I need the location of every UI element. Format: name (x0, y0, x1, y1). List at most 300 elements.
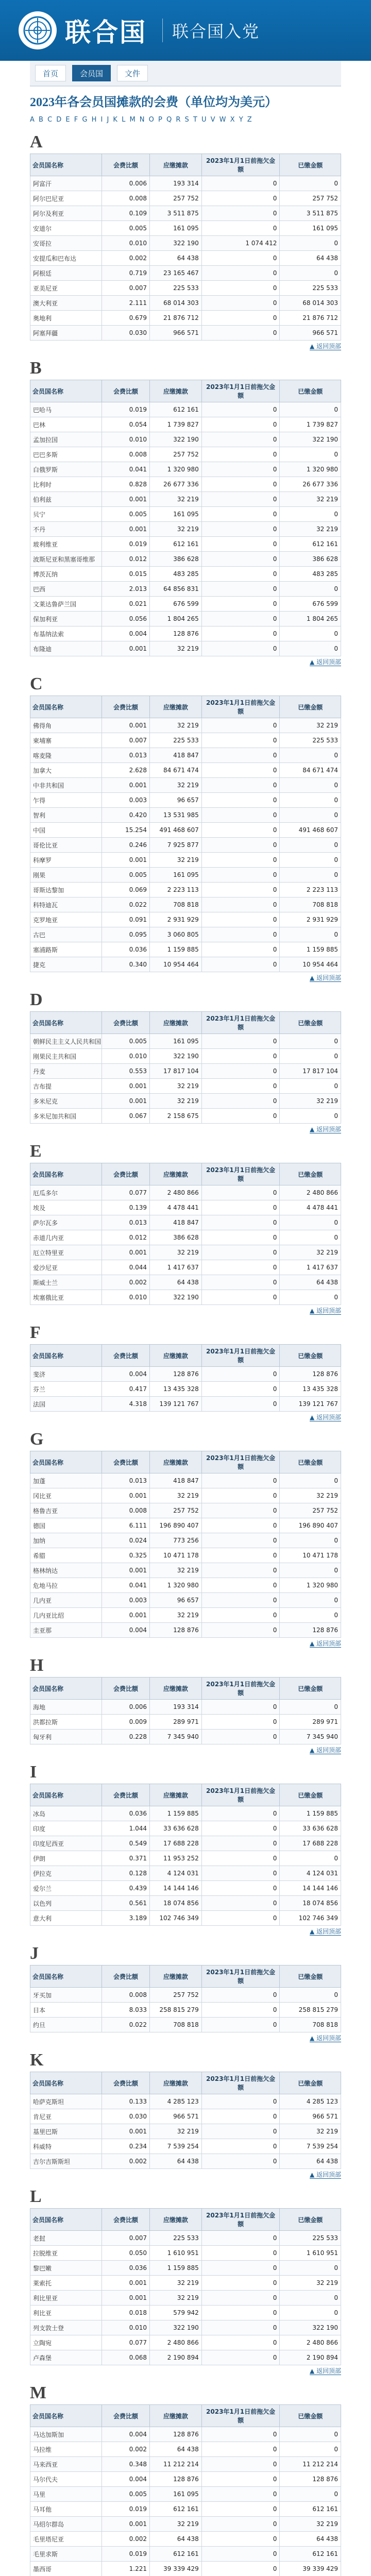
country-cell: 比利时 (30, 477, 102, 492)
column-header: 应缴摊款 (150, 1677, 202, 1700)
value-cell: 0 (280, 793, 341, 808)
value-cell: 0 (201, 1473, 280, 1488)
value-cell: 0 (201, 2291, 280, 2306)
column-header: 会员国名称 (30, 154, 102, 176)
value-cell: 32 219 (150, 1245, 202, 1260)
value-cell: 128 876 (150, 1623, 202, 1638)
country-cell: 斯威士兰 (30, 1275, 102, 1290)
value-cell: 1 159 885 (280, 942, 341, 957)
table-row (30, 1623, 341, 1638)
value-cell: 11 212 214 (280, 2457, 341, 2472)
section-d (30, 991, 341, 1134)
value-cell: 139 121 767 (280, 1397, 341, 1412)
column-header: 会费比额 (102, 154, 149, 176)
column-header: 会员国名称 (30, 1784, 102, 1806)
value-cell: 0 (201, 1094, 280, 1109)
value-cell: 96 657 (150, 1593, 202, 1608)
value-cell: 1 739 827 (150, 417, 202, 432)
country-cell: 利比亚 (30, 2306, 102, 2320)
value-cell: 0 (280, 2427, 341, 2442)
back-to-top-link[interactable] (30, 2033, 341, 2043)
value-cell: 225 533 (280, 2231, 341, 2246)
value-cell: 0 (201, 778, 280, 793)
table-row (30, 853, 341, 868)
value-cell: 0.009 (102, 1715, 149, 1730)
country-cell: 阿富汗 (30, 176, 102, 191)
country-cell: 立陶宛 (30, 2335, 102, 2350)
value-cell: 225 533 (280, 281, 341, 296)
value-cell: 0 (201, 2261, 280, 2276)
value-cell: 0 (201, 942, 280, 957)
value-cell: 0 (201, 838, 280, 853)
table-row (30, 597, 341, 612)
brand-subtitle: 联合国入党 (172, 22, 260, 41)
back-to-top-link[interactable] (30, 2170, 341, 2179)
column-header: 会费比额 (102, 1163, 149, 1185)
country-cell: 柬埔寨 (30, 733, 102, 748)
value-cell: 161 095 (150, 868, 202, 883)
value-cell: 32 219 (150, 522, 202, 537)
value-cell: 0 (201, 2502, 280, 2517)
table-row (30, 1700, 341, 1715)
country-cell: 贝宁 (30, 507, 102, 522)
value-cell: 2 223 113 (150, 883, 202, 897)
value-cell: 0 (201, 1608, 280, 1623)
value-cell: 18 074 856 (280, 1896, 341, 1911)
section-letter: F (30, 1323, 41, 1342)
table-row (30, 1911, 341, 1926)
value-cell: 1 159 885 (280, 1806, 341, 1821)
value-cell: 0.001 (102, 1245, 149, 1260)
value-cell: 0.022 (102, 897, 149, 912)
value-cell: 225 533 (150, 281, 202, 296)
country-cell: 马达加斯加 (30, 2427, 102, 2442)
country-cell: 刚果民主共和国 (30, 1049, 102, 1064)
value-cell: 128 876 (150, 2472, 202, 2487)
country-cell: 吉布提 (30, 1079, 102, 1094)
value-cell: 0 (201, 1715, 280, 1730)
back-to-top-label[interactable]: ▲ 返回顶部 (309, 1307, 341, 1314)
value-cell: 0 (201, 748, 280, 763)
back-to-top-label[interactable]: ▲ 返回顶部 (309, 1126, 341, 1133)
alphabet-index[interactable]: A B C D E F G H I J K L M N O P Q R S T U V W X Y Z (30, 116, 252, 124)
value-cell: 0 (201, 733, 280, 748)
value-cell: 39 339 429 (150, 2562, 202, 2576)
value-cell: 0.001 (102, 853, 149, 868)
value-cell: 0.004 (102, 2427, 149, 2442)
value-cell: 0.001 (102, 1608, 149, 1623)
value-cell: 0 (201, 2276, 280, 2291)
value-cell: 84 671 474 (150, 763, 202, 778)
table-row (30, 296, 341, 311)
value-cell: 11 212 214 (150, 2457, 202, 2472)
back-to-top-link[interactable] (30, 1745, 341, 1755)
nav-documents[interactable]: 文件 (117, 65, 148, 81)
country-cell: 哥伦比亚 (30, 838, 102, 853)
column-header: 已缴金额 (280, 1345, 341, 1367)
value-cell: 0 (201, 417, 280, 432)
value-cell: 0 (201, 883, 280, 897)
value-cell: 0.371 (102, 1851, 149, 1866)
value-cell: 68 014 303 (150, 296, 202, 311)
table-row (30, 251, 341, 266)
table-row (30, 1397, 341, 1412)
brand-name[interactable]: 联合国 (65, 18, 147, 47)
value-cell: 966 571 (150, 2109, 202, 2124)
country-cell: 马耳他 (30, 2502, 102, 2517)
value-cell: 0.001 (102, 2291, 149, 2306)
value-cell: 1 074 412 (201, 236, 280, 251)
value-cell: 0 (280, 402, 341, 417)
value-cell: 0 (201, 1623, 280, 1638)
table-row (30, 447, 341, 462)
table-row (30, 793, 341, 808)
value-cell: 32 219 (150, 2124, 202, 2139)
back-to-top-label[interactable]: ▲ 返回顶部 (309, 1747, 341, 1754)
country-cell: 海地 (30, 1700, 102, 1715)
table-row (30, 718, 341, 733)
value-cell: 0 (201, 1851, 280, 1866)
value-cell: 0.022 (102, 2018, 149, 2032)
value-cell: 418 847 (150, 1215, 202, 1230)
table-header-row (30, 1345, 341, 1367)
country-cell: 波斯尼亚和黑塞哥维那 (30, 552, 102, 567)
value-cell: 17 817 104 (150, 1064, 202, 1079)
table-row (30, 537, 341, 552)
country-cell: 孟加拉国 (30, 432, 102, 447)
nav-home[interactable]: 首页 (35, 65, 66, 81)
value-cell: 0.128 (102, 1866, 149, 1881)
value-cell: 0 (201, 912, 280, 927)
table-row (30, 868, 341, 883)
table-row (30, 2502, 341, 2517)
column-header: 2023年1月1日前拖欠金额 (201, 1345, 280, 1367)
value-cell: 0 (201, 1806, 280, 1821)
value-cell: 39 339 429 (280, 2562, 341, 2576)
value-cell: 0 (201, 1988, 280, 2003)
country-cell: 伊朗 (30, 1851, 102, 1866)
back-to-top-link[interactable] (30, 1125, 341, 1134)
contributions-table (30, 154, 341, 341)
section-m (30, 2384, 341, 2576)
value-cell: 0.001 (102, 1094, 149, 1109)
back-to-top-label[interactable]: ▲ 返回顶部 (309, 1928, 341, 1935)
value-cell: 0.439 (102, 1881, 149, 1896)
value-cell: 0 (280, 2487, 341, 2502)
value-cell: 0 (201, 2154, 280, 2169)
un-emblem-icon[interactable] (19, 11, 57, 49)
value-cell: 0.010 (102, 432, 149, 447)
column-header: 2023年1月1日前拖欠金额 (201, 1965, 280, 1988)
value-cell: 18 074 856 (150, 1896, 202, 1911)
country-cell: 老挝 (30, 2231, 102, 2246)
country-cell: 克罗地亚 (30, 912, 102, 927)
country-cell: 科摩罗 (30, 853, 102, 868)
value-cell: 0.001 (102, 2124, 149, 2139)
value-cell: 0.679 (102, 311, 149, 326)
value-cell: 32 219 (280, 2276, 341, 2291)
value-cell: 0.036 (102, 942, 149, 957)
table-header-row (30, 380, 341, 402)
table-row (30, 838, 341, 853)
table-header-row (30, 1677, 341, 1700)
back-to-top-link[interactable] (30, 2366, 341, 2376)
back-to-top-label[interactable]: ▲ 返回顶部 (309, 2035, 341, 2042)
value-cell: 128 876 (150, 1367, 202, 1382)
table-row (30, 2517, 341, 2532)
value-cell: 0 (201, 2124, 280, 2139)
value-cell: 0.024 (102, 1533, 149, 1548)
back-to-top-label[interactable]: ▲ 返回顶部 (309, 2171, 341, 2178)
country-cell: 吉尔吉斯斯坦 (30, 2154, 102, 2169)
table-row (30, 1896, 341, 1911)
value-cell: 0 (201, 1079, 280, 1094)
value-cell: 0.325 (102, 1548, 149, 1563)
table-row (30, 1593, 341, 1608)
column-header: 2023年1月1日前拖欠金额 (201, 154, 280, 176)
back-to-top-label[interactable]: ▲ 返回顶部 (309, 658, 341, 666)
country-cell: 安哥拉 (30, 236, 102, 251)
value-cell: 128 876 (150, 2427, 202, 2442)
value-cell: 0.044 (102, 1260, 149, 1275)
back-to-top-link[interactable] (30, 1413, 341, 1422)
country-cell: 哈萨克斯坦 (30, 2094, 102, 2109)
value-cell: 225 533 (150, 2231, 202, 2246)
value-cell: 32 219 (150, 2276, 202, 2291)
value-cell: 1.044 (102, 1821, 149, 1836)
value-cell: 2 190 894 (150, 2350, 202, 2365)
value-cell: 15.254 (102, 823, 149, 838)
table-row (30, 1503, 341, 1518)
value-cell: 0 (201, 1049, 280, 1064)
value-cell: 0.077 (102, 2335, 149, 2350)
table-row (30, 2124, 341, 2139)
country-cell: 洪都拉斯 (30, 1715, 102, 1730)
table-row (30, 266, 341, 281)
column-header: 会员国名称 (30, 1345, 102, 1367)
value-cell: 0 (280, 641, 341, 656)
country-cell: 希腊 (30, 1548, 102, 1563)
column-header: 2023年1月1日前拖欠金额 (201, 2405, 280, 2427)
table-row (30, 326, 341, 341)
table-row (30, 2562, 341, 2576)
section-letter: A (30, 132, 43, 151)
value-cell: 0 (201, 326, 280, 341)
contributions-table (30, 380, 341, 656)
back-to-top-label[interactable]: ▲ 返回顶部 (309, 1640, 341, 1647)
value-cell: 0 (201, 221, 280, 236)
table-row (30, 1821, 341, 1836)
value-cell: 0 (201, 1518, 280, 1533)
back-to-top-link[interactable] (30, 1639, 341, 1648)
value-cell: 386 628 (150, 1230, 202, 1245)
table-row (30, 311, 341, 326)
value-cell: 0.041 (102, 1578, 149, 1593)
back-to-top-link[interactable] (30, 342, 341, 351)
value-cell: 0 (280, 1473, 341, 1488)
table-row (30, 1563, 341, 1578)
value-cell: 21 876 712 (150, 311, 202, 326)
value-cell: 0.004 (102, 1367, 149, 1382)
value-cell: 289 971 (280, 1715, 341, 1730)
section-b (30, 359, 341, 667)
country-cell: 拉脱维亚 (30, 2246, 102, 2261)
table-row (30, 1094, 341, 1109)
column-header: 应缴摊款 (150, 1345, 202, 1367)
table-row (30, 507, 341, 522)
section-j (30, 1944, 341, 2043)
column-header: 应缴摊款 (150, 1784, 202, 1806)
value-cell: 0 (280, 1109, 341, 1124)
table-row (30, 1608, 341, 1623)
country-cell: 格林纳达 (30, 1563, 102, 1578)
country-cell: 佛得角 (30, 718, 102, 733)
value-cell: 0.010 (102, 2320, 149, 2335)
country-cell: 圭亚那 (30, 1623, 102, 1638)
value-cell: 322 190 (150, 432, 202, 447)
value-cell: 0.015 (102, 567, 149, 582)
table-row (30, 927, 341, 942)
country-cell: 法国 (30, 1397, 102, 1412)
value-cell: 0 (201, 808, 280, 823)
table-row (30, 1836, 341, 1851)
value-cell: 0.018 (102, 2306, 149, 2320)
value-cell: 0.348 (102, 2457, 149, 2472)
back-to-top-label[interactable]: ▲ 返回顶部 (309, 1414, 341, 1421)
table-row (30, 2487, 341, 2502)
country-cell: 厄立特里亚 (30, 1245, 102, 1260)
back-to-top-link[interactable] (30, 657, 341, 667)
value-cell: 0.719 (102, 266, 149, 281)
value-cell: 0 (201, 507, 280, 522)
value-cell: 0.003 (102, 793, 149, 808)
value-cell: 0.002 (102, 2442, 149, 2457)
country-cell: 毛里求斯 (30, 2547, 102, 2562)
back-to-top-link[interactable] (30, 1927, 341, 1936)
country-cell: 布隆迪 (30, 641, 102, 656)
table-row (30, 2306, 341, 2320)
country-cell: 塞浦路斯 (30, 942, 102, 957)
value-cell: 225 533 (150, 733, 202, 748)
value-cell: 322 190 (150, 1049, 202, 1064)
table-row (30, 612, 341, 626)
back-to-top-label[interactable]: ▲ 返回顶部 (309, 343, 341, 350)
back-to-top-label[interactable]: ▲ 返回顶部 (309, 974, 341, 981)
value-cell: 0 (201, 1503, 280, 1518)
value-cell: 64 438 (280, 251, 341, 266)
table-row (30, 2335, 341, 2350)
country-cell: 马里 (30, 2487, 102, 2502)
value-cell: 64 438 (150, 251, 202, 266)
value-cell: 491 468 607 (150, 823, 202, 838)
value-cell: 0.013 (102, 748, 149, 763)
value-cell: 258 815 279 (150, 2003, 202, 2018)
country-cell: 乍得 (30, 793, 102, 808)
value-cell: 0 (280, 1608, 341, 1623)
table-row (30, 1881, 341, 1896)
value-cell: 0.056 (102, 612, 149, 626)
value-cell: 0 (201, 2547, 280, 2562)
table-header-row (30, 696, 341, 718)
table-row (30, 2291, 341, 2306)
value-cell: 0.054 (102, 417, 149, 432)
value-cell: 0 (201, 2018, 280, 2032)
value-cell: 68 014 303 (280, 296, 341, 311)
country-cell: 赤道几内亚 (30, 1230, 102, 1245)
value-cell: 612 161 (280, 537, 341, 552)
value-cell: 161 095 (150, 2487, 202, 2502)
table-row (30, 2109, 341, 2124)
table-row (30, 1230, 341, 1245)
value-cell: 8.033 (102, 2003, 149, 2018)
table-row (30, 912, 341, 927)
table-header-row (30, 154, 341, 176)
value-cell: 0 (201, 793, 280, 808)
value-cell: 0 (201, 853, 280, 868)
value-cell: 0.549 (102, 1836, 149, 1851)
value-cell: 0.001 (102, 1079, 149, 1094)
value-cell: 322 190 (280, 2320, 341, 2335)
back-to-top-label[interactable]: ▲ 返回顶部 (309, 2367, 341, 2375)
value-cell: 102 746 349 (150, 1911, 202, 1926)
column-header: 会员国名称 (30, 2209, 102, 2231)
value-cell: 579 942 (150, 2306, 202, 2320)
country-cell: 几内亚比绍 (30, 1608, 102, 1623)
column-header: 应缴摊款 (150, 1965, 202, 1988)
back-to-top-link[interactable] (30, 973, 341, 982)
value-cell: 0 (280, 2261, 341, 2276)
value-cell: 0 (201, 897, 280, 912)
value-cell: 257 752 (150, 191, 202, 206)
nav-member-states[interactable]: 会员国 (72, 65, 111, 81)
contributions-table (30, 1677, 341, 1744)
value-cell: 0 (280, 2306, 341, 2320)
value-cell: 0.007 (102, 733, 149, 748)
value-cell: 0.133 (102, 2094, 149, 2109)
value-cell: 257 752 (280, 191, 341, 206)
value-cell: 0 (280, 853, 341, 868)
column-header: 会费比额 (102, 1784, 149, 1806)
table-row (30, 778, 341, 793)
table-row (30, 1518, 341, 1533)
value-cell: 0 (280, 1533, 341, 1548)
country-cell: 毛里塔尼亚 (30, 2532, 102, 2547)
value-cell: 708 818 (150, 897, 202, 912)
table-row (30, 2246, 341, 2261)
value-cell: 0.006 (102, 1700, 149, 1715)
section-letter: G (30, 1430, 44, 1449)
value-cell: 0 (201, 311, 280, 326)
value-cell: 161 095 (150, 1034, 202, 1049)
back-to-top-link[interactable] (30, 1306, 341, 1315)
value-cell: 0 (280, 748, 341, 763)
country-cell: 玻利维亚 (30, 537, 102, 552)
country-cell: 危地马拉 (30, 1578, 102, 1593)
value-cell: 2 480 866 (150, 1185, 202, 1200)
value-cell: 0.001 (102, 522, 149, 537)
value-cell: 0.006 (102, 176, 149, 191)
value-cell: 84 671 474 (280, 763, 341, 778)
value-cell: 0 (201, 281, 280, 296)
section-letter: K (30, 2050, 44, 2070)
column-header: 已缴金额 (280, 380, 341, 402)
value-cell: 322 190 (280, 432, 341, 447)
value-cell: 0 (280, 1290, 341, 1305)
country-cell: 捷克 (30, 957, 102, 972)
column-header: 已缴金额 (280, 1965, 341, 1988)
table-header-row (30, 1784, 341, 1806)
table-row (30, 2547, 341, 2562)
